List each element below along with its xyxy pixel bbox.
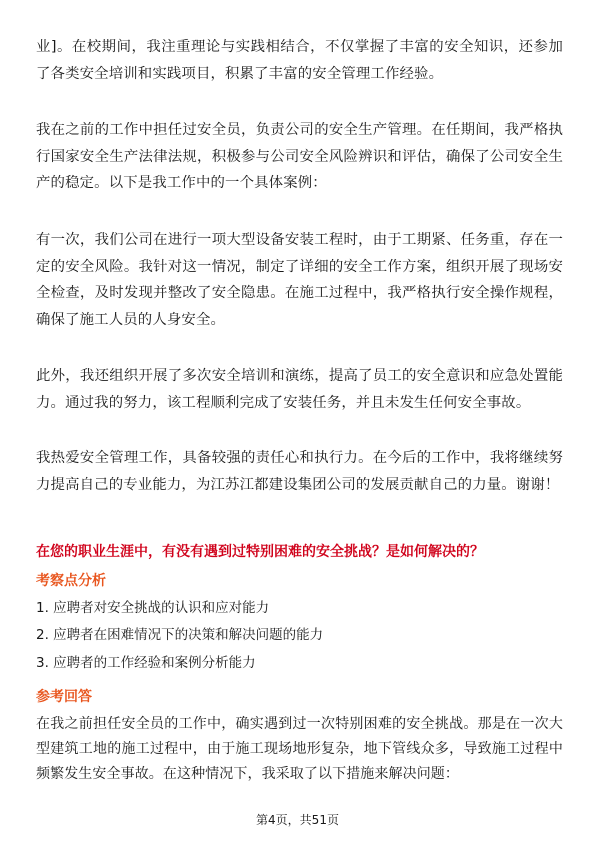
reference-heading: 参考回答: [36, 689, 92, 705]
analysis-heading: 考察点分析: [36, 573, 106, 589]
body-paragraph: 我在之前的工作中担任过安全员，负责公司的安全生产管理。在任期间，我严格执行国家安全生产法律法规，积极参与公司安全风险辨识和评估，确保了公司安全生产的稳定。以下是我工作中的一个具体案例：: [36, 122, 563, 191]
body-paragraph: 业]。在校期间，我注重理论与实践相结合，不仅掌握了丰富的安全知识，还参加了各类安全培训和实践项目，积累了丰富的安全管理工作经验。: [36, 39, 563, 82]
interview-question: 在您的职业生涯中，有没有遇到过特别困难的安全挑战？是如何解决的？: [36, 544, 484, 560]
body-paragraph: 此外，我还组织开展了多次安全培训和演练，提高了员工的安全意识和应急处置能力。通过我的努力，该工程顺利完成了安装任务，并且未发生任何安全事故。: [36, 368, 563, 411]
body-paragraph: 有一次，我们公司在进行一项大型设备安装工程时，由于工期紧、任务重，存在一定的安全风险。我针对这一情况，制定了详细的安全工作方案，组织开展了现场安全检查，及时发现并整改了安全隐患。在施工过程中，我严格执行安全操作规程，确保了施工人员的人身安全。: [36, 232, 563, 328]
reference-answer: 在我之前担任安全员的工作中，确实遇到过一次特别困难的安全挑战。那是在一次大型建筑工地的施工过程中，由于施工现场地形复杂，地下管线众多，导致施工过程中频繁发生安全事故。在这种情况下，我采取了以下措施来解决问题：: [36, 716, 563, 782]
analysis-item: 2. 应聘者在困难情况下的决策和解决问题的能力: [36, 627, 324, 643]
page-footer: 第4页，共51页: [256, 813, 339, 827]
analysis-item: 1. 应聘者对安全挑战的认识和应对能力: [36, 600, 270, 616]
analysis-item: 3. 应聘者的工作经验和案例分析能力: [36, 655, 256, 671]
body-paragraph: 我热爱安全管理工作，具备较强的责任心和执行力。在今后的工作中，我将继续努力提高自己的专业能力，为江苏江都建设集团公司的发展贡献自己的力量。谢谢！: [36, 450, 563, 493]
